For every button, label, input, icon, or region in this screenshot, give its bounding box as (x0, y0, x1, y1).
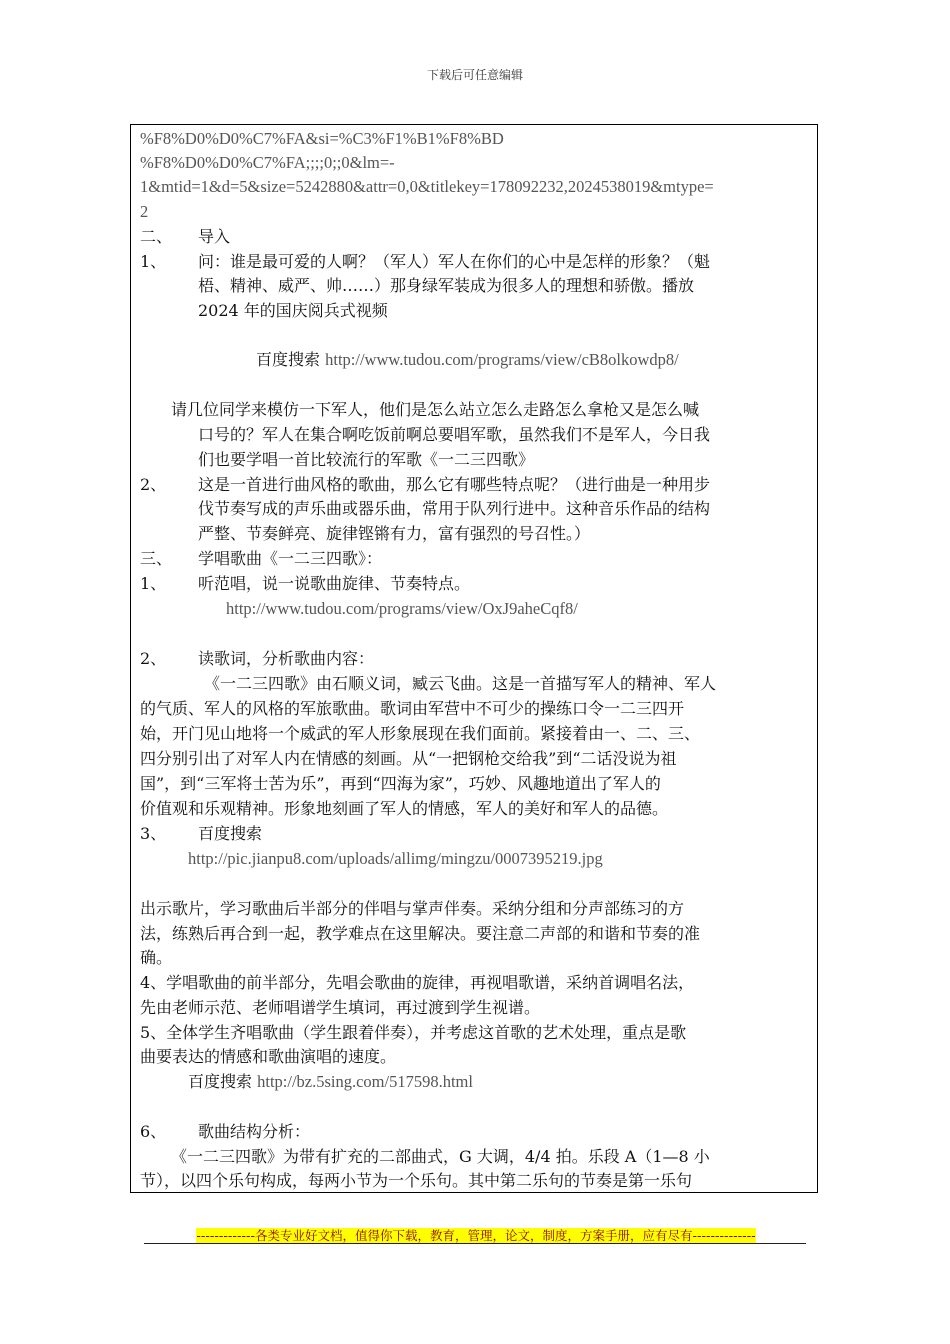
item-number: 1、 (140, 574, 167, 593)
text-line: 曲要表达的情感和歌曲演唱的速度。 (140, 1047, 397, 1066)
text-line: 先由老师示范、老师唱谱学生填词，再过渡到学生视谱。 (140, 998, 541, 1017)
item-number: 2、 (140, 649, 167, 668)
list-item: 2、 读歌词，分析歌曲内容： (140, 649, 375, 668)
text-line: 2 (140, 202, 149, 221)
video-link[interactable]: http://www.tudou.com/programs/view/cB8olkowdp8/ (325, 350, 679, 369)
image-link[interactable]: http://pic.jianpu8.com/uploads/allimg/mingzu/0007395219.jpg (188, 849, 603, 868)
section-number: 二、 (140, 227, 173, 246)
footer-divider (144, 1243, 806, 1244)
section-heading: 三、 学唱歌曲《一二三四歌》： (140, 549, 383, 568)
text-line: 伐节奏写成的声乐曲或器乐曲，常用于队列行进中。这种音乐作品的结构 (198, 499, 711, 518)
text-line: 1&mtid=1&d=5&size=5242880&attr=0,0&titlekey=178092232,2024538019&mtype= (140, 177, 714, 196)
text-line: 们也要学唱一首比较流行的军歌《一二三四歌》 (198, 450, 535, 469)
search-line: 百度搜索 http://bz.5sing.com/517598.html (188, 1072, 473, 1091)
item-number: 1、 (140, 252, 167, 271)
text-line: 的气质、军人的风格的军旅歌曲。歌词由军营中不可少的操练口令一二三四开 (140, 699, 685, 718)
text-line: 节），以四个乐句构成，每两小节为一个乐句。其中第二乐句的节奏是第一乐句 (140, 1171, 693, 1190)
page-header: 下载后可任意编辑 (426, 68, 523, 82)
text-line: %F8%D0%D0%C7%FA;;;;0;;0&lm=- (140, 153, 395, 172)
text-line: 口号的？军人在集合啊吃饭前啊总要唱军歌，虽然我们不是军人，今日我 (198, 425, 711, 444)
text-line: 法，练熟后再合到一起，教学难点在这里解决。要注意二声部的和谐和节奏的准 (140, 924, 701, 943)
text-line: %F8%D0%D0%C7%FA&si=%C3%F1%B1%F8%BD (140, 129, 504, 148)
text-line: 确。 (140, 948, 173, 967)
text-line: 梧、精神、威严、帅……）那身绿军装成为很多人的理想和骄傲。播放 (198, 276, 695, 295)
list-item: 1、 问：谁是最可爱的人啊？（军人）军人在你们的心中是怎样的形象？（魁 (140, 252, 711, 271)
list-item: 2、 这是一首进行曲风格的歌曲，那么它有哪些特点呢？（进行曲是一种用步 (140, 475, 711, 494)
item-number: 3、 (140, 824, 167, 843)
text-line: 始，开门见山地将一个威武的军人形象展现在我们面前。紧接着由一、二、三、 (140, 724, 701, 743)
audio-link[interactable]: http://bz.5sing.com/517598.html (257, 1072, 473, 1091)
list-item: 1、 听范唱，说一说歌曲旋律、节奏特点。 (140, 574, 471, 593)
list-item: 3、 百度搜索 (140, 824, 263, 843)
text-line: 《一二三四歌》为带有扩充的二部曲式，G 大调，4/4 拍。乐段 A（1—8 小 (171, 1147, 710, 1166)
page-footer (160, 1226, 792, 1244)
text-line: 请几位同学来模仿一下军人，他们是怎么站立怎么走路怎么拿枪又是怎么喊 (171, 400, 700, 419)
text-line: 价值观和乐观精神。形象地刻画了军人的情感，军人的美好和军人的品德。 (140, 799, 669, 818)
text-line: 国”，到“三军将士苦为乐”，再到“四海为家”，巧妙、风趣地道出了军人的 (140, 774, 661, 793)
text-line: 严整、节奏鲜亮、旋律铿锵有力，富有强烈的号召性。） (198, 524, 591, 543)
section-number: 三、 (140, 549, 173, 568)
item-number: 6、 (140, 1122, 167, 1141)
section-heading: 二、 导入 (140, 227, 231, 246)
text-line: 4、学唱歌曲的前半部分，先唱会歌曲的旋律，再视唱歌谱，采纳首调唱名法， (140, 973, 695, 992)
text-line: 《一二三四歌》由石顺义词，臧云飞曲。这是一首描写军人的精神、军人 (204, 674, 717, 693)
list-item: 6、 歌曲结构分析： (140, 1122, 311, 1141)
search-line: 百度搜索 http://www.tudou.com/programs/view/cB8olkowdp8/ (256, 350, 679, 369)
video-link[interactable]: http://www.tudou.com/programs/view/OxJ9aheCqf8/ (226, 599, 578, 618)
content-table-cell (130, 124, 818, 1193)
text-line: 四分别引出了对军人内在情感的刻画。从“一把钢枪交给我”到“二话没说为祖 (140, 749, 677, 768)
item-number: 2、 (140, 475, 167, 494)
text-line: 2024 年的国庆阅兵式视频 (198, 301, 388, 320)
text-line: 出示歌片，学习歌曲后半部分的伴唱与掌声伴奏。采纳分组和分声部练习的方 (140, 899, 685, 918)
text-line: 5、全体学生齐唱歌曲（学生跟着伴奏），并考虑这首歌的艺术处理，重点是歌 (140, 1023, 687, 1042)
footer-text: -------------各类专业好文档，值得你下载，教育，管理，论文，制度，方案手册，应有尽有-------------- (196, 1228, 756, 1243)
